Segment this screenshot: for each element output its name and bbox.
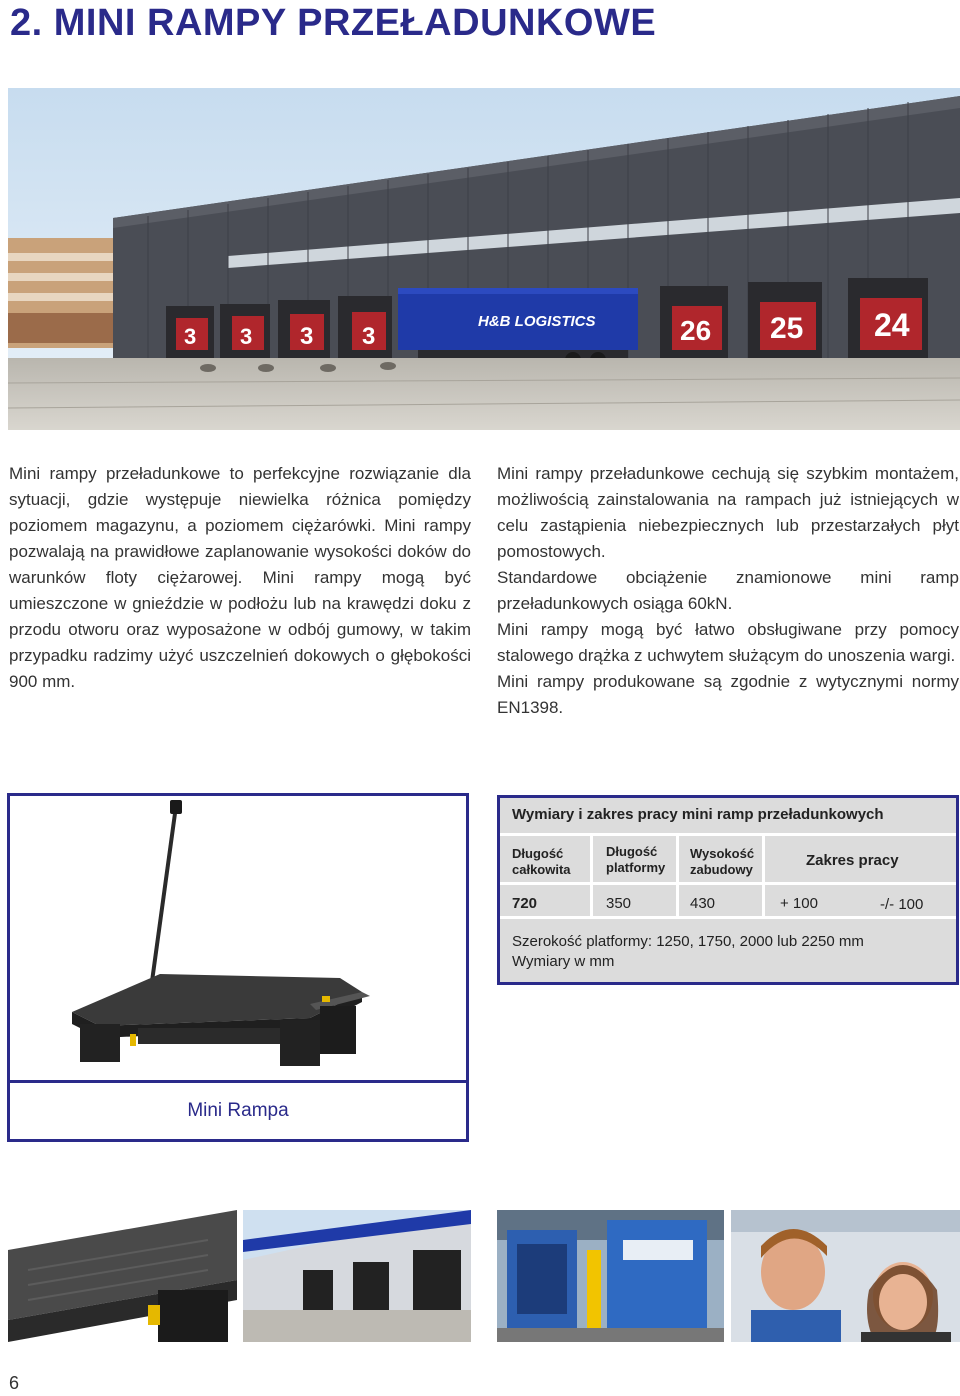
header-work-range: Zakres pracy bbox=[806, 852, 899, 869]
value-install-height: 430 bbox=[690, 895, 716, 912]
hero-photo bbox=[8, 88, 960, 430]
feature-text: Mini rampy mogą być łatwo obsługiwane przy pomocy stalowego drążka z uchwytem służącym do unoszenia wargi. bbox=[497, 620, 959, 665]
dock-number: 25 bbox=[770, 312, 804, 345]
table-divider bbox=[500, 833, 956, 836]
intro-text: Mini rampy przeładunkowe to perfekcyjne rozwiązanie dla sytuacji, gdzie występuje niewielka różnica pomiędzy poziomem magazynu, a poziomem ciężarówki. Mini rampy pozwalają na prawidłowe zaplanowanie wysokości doków do warunków floty ciężarowej. Mini rampy mogą być umieszczone w gnieździe w podłożu lub na krawędzi doku z przodu otworu oraz wyposażone w odbój gumowy, w takim przypadku radzimy użyć uszczelnień dokowych o głębokości 900 mm. bbox=[9, 464, 471, 691]
dock-exterior-photo bbox=[243, 1210, 471, 1342]
spec-table-title: Wymiary i zakres pracy mini ramp przeładunkowych bbox=[512, 806, 884, 823]
warehouse-illustration bbox=[8, 88, 960, 430]
trailer-logo-text: H&B LOGISTICS bbox=[478, 313, 596, 330]
staff-photo bbox=[731, 1210, 960, 1342]
dock-number: 3 bbox=[300, 323, 314, 350]
page-title: 2. MINI RAMPY PRZEŁADUNKOWE bbox=[10, 2, 657, 44]
dock-number: 3 bbox=[240, 324, 253, 349]
factory-photo bbox=[497, 1210, 724, 1342]
dock-number: 24 bbox=[874, 307, 910, 343]
dock-number: 3 bbox=[362, 323, 376, 350]
spec-table bbox=[497, 795, 959, 985]
value-range-up: + 100 bbox=[780, 895, 818, 912]
table-divider bbox=[762, 836, 765, 919]
features-paragraphs bbox=[497, 461, 959, 721]
ramp-figure bbox=[7, 793, 469, 1142]
platform-width-note: Szerokość platformy: 1250, 1750, 2000 lub 2250 mm bbox=[512, 933, 864, 950]
header-platform-length: Długość platformy bbox=[606, 844, 666, 875]
page-number: 6 bbox=[9, 1373, 20, 1393]
value-length-total: 720 bbox=[512, 895, 538, 912]
table-divider bbox=[500, 882, 956, 885]
dock-number: 3 bbox=[184, 324, 197, 349]
ramp-platform-photo bbox=[8, 1210, 237, 1342]
value-range-down: -/- 100 bbox=[880, 896, 924, 913]
spec-note bbox=[512, 932, 864, 972]
dock-number: 26 bbox=[680, 315, 712, 346]
table-divider bbox=[590, 836, 593, 919]
ramp-caption-bar bbox=[10, 1080, 466, 1139]
value-platform-length: 350 bbox=[606, 895, 632, 912]
table-divider bbox=[676, 836, 679, 919]
header-length-total: Długość całkowita bbox=[512, 846, 571, 877]
ramp-caption: Mini Rampa bbox=[187, 1100, 289, 1121]
table-divider bbox=[500, 916, 956, 919]
intro-paragraph bbox=[9, 461, 471, 695]
feature-text: Mini rampy produkowane są zgodnie z wytycznymi normy EN1398. bbox=[497, 672, 959, 717]
mini-ramp-illustration bbox=[10, 796, 466, 1084]
feature-text: Mini rampy przeładunkowe cechują się szybkim montażem, możliwością zainstalowania na rampach już istniejących w celu zastąpienia niebezpiecznych lub przestarzałych płyt pomostowych. bbox=[497, 464, 959, 561]
units-note: Wymiary w mm bbox=[512, 953, 615, 970]
header-install-height: Wysokość zabudowy bbox=[690, 846, 755, 877]
feature-text: Standardowe obciążenie znamionowe mini ramp przeładunkowych osiąga 60kN. bbox=[497, 568, 959, 613]
